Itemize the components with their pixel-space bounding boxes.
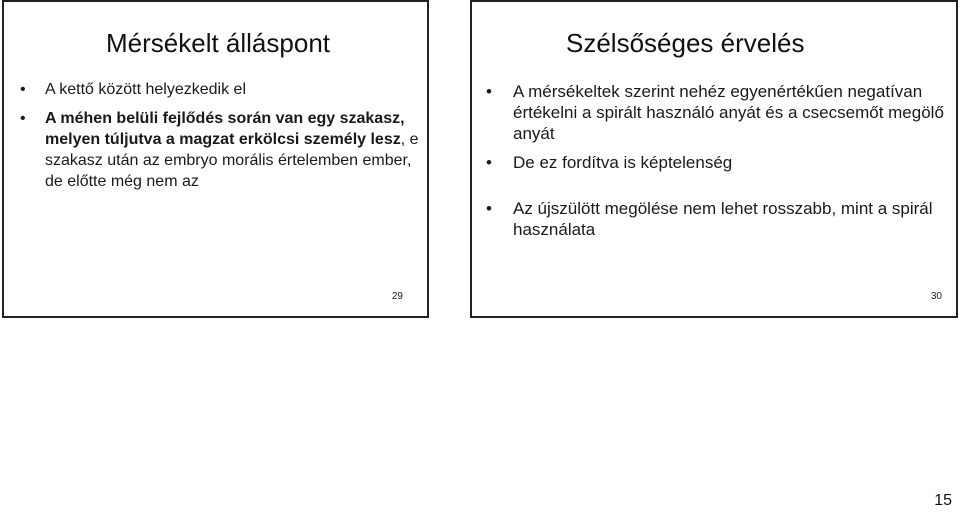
- slide-30: [470, 0, 958, 318]
- bullet-item: [20, 79, 420, 100]
- bullet-text-bold: A méhen belüli fejlődés során van egy szakasz, melyen túljutva a magzat erkölcsi személy lesz: [45, 110, 405, 148]
- slide-title: Szélsőséges érvelés: [566, 28, 805, 58]
- slide-29: [2, 0, 429, 318]
- bullet-list: [20, 79, 420, 192]
- bullet-item: [486, 81, 956, 144]
- bullet-item: [486, 152, 956, 173]
- bullet-list: [486, 81, 956, 240]
- bullet-icon: •: [20, 81, 26, 98]
- bullet-text: De ez fordítva is képtelenség: [513, 153, 733, 172]
- bullet-item: [486, 198, 956, 240]
- bullet-text: Az újszülött megölése nem lehet rosszabb, mint a spirál használata: [513, 199, 933, 239]
- bullet-text: , e szakasz után az embryo morális értelemben ember, de előtte még nem az: [45, 131, 419, 190]
- page-number: 15: [934, 492, 952, 509]
- bullet-icon: •: [20, 110, 26, 127]
- slide-number: 30: [930, 291, 942, 302]
- bullet-icon: •: [486, 199, 492, 218]
- bullet-text: A mérsékeltek szerint nehéz egyenértékűen negatívan értékelni a spirált használó anyát és a csecsemőt megölő anyát: [513, 82, 944, 143]
- bullet-item: [20, 108, 420, 192]
- bullet-icon: •: [486, 82, 492, 101]
- slide-number: 29: [391, 291, 403, 302]
- bullet-icon: •: [486, 153, 492, 172]
- slide-title: Mérsékelt álláspont: [106, 28, 330, 58]
- bullet-text: A kettő között helyezkedik el: [45, 81, 246, 98]
